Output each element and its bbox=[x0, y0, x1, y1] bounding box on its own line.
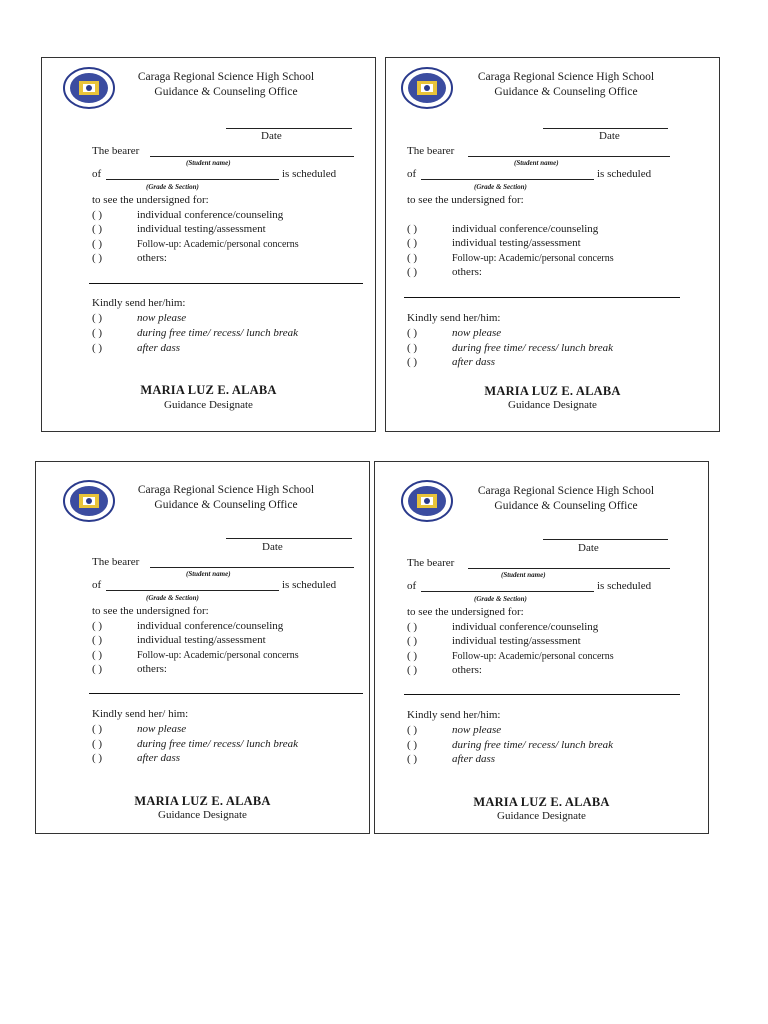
purpose-option: ( ) Follow-up: Academic/personal concerns bbox=[92, 238, 299, 250]
send-label: Kindly send her/ him: bbox=[92, 708, 189, 720]
purpose-option: ( ) individual conference/counseling bbox=[92, 620, 284, 632]
send-option: ( ) during free time/ recess/ lunch break bbox=[407, 739, 613, 751]
guidance-slip-1 bbox=[41, 57, 376, 432]
checkbox[interactable]: ( ) bbox=[407, 342, 418, 354]
grade-section-line bbox=[421, 179, 594, 180]
student-name-hint: (Student name) bbox=[186, 570, 231, 578]
date-line bbox=[226, 128, 352, 129]
checkbox[interactable]: ( ) bbox=[92, 663, 103, 675]
signatory-title: Guidance Designate bbox=[164, 399, 253, 411]
grade-section-hint: (Grade & Section) bbox=[146, 183, 199, 191]
student-name-line bbox=[468, 156, 670, 157]
send-option: ( ) after dass bbox=[92, 752, 181, 764]
checkbox[interactable]: ( ) bbox=[407, 724, 418, 736]
send-option: ( ) now please bbox=[407, 724, 502, 736]
scheduled-label: is scheduled bbox=[282, 579, 337, 591]
checkbox[interactable]: ( ) bbox=[92, 252, 103, 264]
school-name: Caraga Regional Science High School bbox=[477, 71, 655, 83]
date-label: Date bbox=[262, 541, 283, 553]
purpose-option: ( ) others: bbox=[407, 664, 482, 676]
purpose-intro: to see the undersigned for: bbox=[92, 194, 209, 206]
scheduled-label: is scheduled bbox=[597, 580, 652, 592]
grade-section-line bbox=[421, 591, 594, 592]
purpose-option: ( ) individual testing/assessment bbox=[407, 237, 581, 249]
student-name-hint: (Student name) bbox=[514, 159, 559, 167]
purpose-option: ( ) individual conference/counseling bbox=[407, 223, 599, 235]
checkbox[interactable]: ( ) bbox=[407, 266, 418, 278]
office-name: Guidance & Counseling Office bbox=[494, 500, 638, 512]
grade-section-hint: (Grade & Section) bbox=[146, 594, 199, 602]
school-header bbox=[106, 70, 346, 100]
bearer-label: The bearer bbox=[92, 556, 140, 568]
date-label: Date bbox=[599, 130, 620, 142]
school-name: Caraga Regional Science High School bbox=[137, 484, 315, 496]
send-label: Kindly send her/him: bbox=[407, 709, 501, 721]
signatory-title: Guidance Designate bbox=[508, 399, 597, 411]
divider bbox=[89, 283, 363, 284]
checkbox[interactable]: ( ) bbox=[92, 634, 103, 646]
send-label: Kindly send her/him: bbox=[407, 312, 501, 324]
office-name: Guidance & Counseling Office bbox=[154, 499, 298, 511]
bearer-label: The bearer bbox=[407, 557, 455, 569]
divider bbox=[89, 693, 363, 694]
scheduled-label: is scheduled bbox=[282, 168, 337, 180]
purpose-option: ( ) others: bbox=[407, 266, 482, 278]
send-option: ( ) during free time/ recess/ lunch break bbox=[92, 327, 298, 339]
purpose-option: ( ) Follow-up: Academic/personal concerns bbox=[407, 252, 614, 264]
purpose-option: ( ) individual testing/assessment bbox=[92, 634, 266, 646]
grade-section-hint: (Grade & Section) bbox=[474, 183, 527, 191]
checkbox[interactable]: ( ) bbox=[407, 621, 418, 633]
purpose-intro: to see the undersigned for: bbox=[407, 194, 524, 206]
bearer-label: The bearer bbox=[92, 145, 140, 157]
office-name: Guidance & Counseling Office bbox=[494, 86, 638, 98]
signatory-name: MARIA LUZ E. ALABA bbox=[134, 794, 271, 808]
checkbox[interactable]: ( ) bbox=[92, 342, 103, 354]
checkbox[interactable]: ( ) bbox=[92, 238, 103, 250]
grade-section-hint: (Grade & Section) bbox=[474, 595, 527, 603]
send-option: ( ) during free time/ recess/ lunch break bbox=[407, 342, 613, 354]
purpose-option: ( ) individual conference/counseling bbox=[407, 621, 599, 633]
date-line bbox=[543, 539, 668, 540]
student-name-hint: (Student name) bbox=[186, 159, 231, 167]
student-name-line bbox=[150, 567, 354, 568]
date-line bbox=[226, 538, 352, 539]
checkbox[interactable]: ( ) bbox=[407, 237, 418, 249]
checkbox[interactable]: ( ) bbox=[92, 649, 103, 661]
student-name-line bbox=[468, 568, 670, 569]
school-header bbox=[446, 484, 686, 514]
purpose-intro: to see the undersigned for: bbox=[407, 606, 524, 618]
checkbox[interactable]: ( ) bbox=[407, 739, 418, 751]
checkbox[interactable]: ( ) bbox=[407, 635, 418, 647]
divider bbox=[404, 297, 680, 298]
purpose-option: ( ) others: bbox=[92, 663, 167, 675]
office-name: Guidance & Counseling Office bbox=[154, 86, 298, 98]
checkbox[interactable]: ( ) bbox=[92, 752, 103, 764]
purpose-option: ( ) others: bbox=[92, 252, 167, 264]
checkbox[interactable]: ( ) bbox=[92, 738, 103, 750]
signatory-name: MARIA LUZ E. ALABA bbox=[473, 795, 610, 809]
purpose-option: ( ) Follow-up: Academic/personal concerns bbox=[92, 649, 299, 661]
guidance-slip-3 bbox=[35, 461, 370, 834]
school-header bbox=[106, 483, 346, 513]
of-label: of bbox=[407, 168, 417, 180]
checkbox[interactable]: ( ) bbox=[407, 327, 418, 339]
bearer-label: The bearer bbox=[407, 145, 455, 157]
checkbox[interactable]: ( ) bbox=[407, 753, 418, 765]
send-option: ( ) now please bbox=[92, 312, 187, 324]
purpose-option: ( ) individual conference/counseling bbox=[92, 209, 284, 221]
signatory-name: MARIA LUZ E. ALABA bbox=[484, 384, 621, 398]
of-label: of bbox=[407, 580, 417, 592]
guidance-slip-2 bbox=[385, 57, 720, 432]
send-option: ( ) now please bbox=[92, 723, 187, 735]
purpose-intro: to see the undersigned for: bbox=[92, 605, 209, 617]
date-line bbox=[543, 128, 668, 129]
grade-section-line bbox=[106, 590, 279, 591]
checkbox[interactable]: ( ) bbox=[407, 650, 418, 662]
send-option: ( ) after dass bbox=[407, 356, 496, 368]
scheduled-label: is scheduled bbox=[597, 168, 652, 180]
school-name: Caraga Regional Science High School bbox=[137, 71, 315, 83]
checkbox[interactable]: ( ) bbox=[407, 223, 418, 235]
checkbox[interactable]: ( ) bbox=[92, 327, 103, 339]
student-name-line bbox=[150, 156, 354, 157]
signatory-title: Guidance Designate bbox=[497, 810, 586, 822]
checkbox[interactable]: ( ) bbox=[92, 620, 103, 632]
checkbox[interactable]: ( ) bbox=[92, 723, 103, 735]
send-label: Kindly send her/him: bbox=[92, 297, 186, 309]
date-label: Date bbox=[578, 542, 599, 554]
school-name: Caraga Regional Science High School bbox=[477, 485, 655, 497]
send-option: ( ) now please bbox=[407, 327, 502, 339]
checkbox[interactable]: ( ) bbox=[92, 209, 103, 221]
school-header bbox=[446, 70, 686, 100]
checkbox[interactable]: ( ) bbox=[407, 252, 418, 264]
purpose-option: ( ) Follow-up: Academic/personal concerns bbox=[407, 650, 614, 662]
checkbox[interactable]: ( ) bbox=[92, 223, 103, 235]
grade-section-line bbox=[106, 179, 279, 180]
send-option: ( ) during free time/ recess/ lunch break bbox=[92, 738, 298, 750]
date-label: Date bbox=[261, 130, 282, 142]
student-name-hint: (Student name) bbox=[501, 571, 546, 579]
of-label: of bbox=[92, 168, 102, 180]
signatory-name: MARIA LUZ E. ALABA bbox=[140, 383, 277, 397]
of-label: of bbox=[92, 579, 102, 591]
guidance-slip-4 bbox=[374, 461, 709, 834]
send-option: ( ) after dass bbox=[92, 342, 181, 354]
send-option: ( ) after dass bbox=[407, 753, 496, 765]
checkbox[interactable]: ( ) bbox=[407, 664, 418, 676]
checkbox[interactable]: ( ) bbox=[407, 356, 418, 368]
checkbox[interactable]: ( ) bbox=[92, 312, 103, 324]
signatory-title: Guidance Designate bbox=[158, 809, 247, 821]
purpose-option: ( ) individual testing/assessment bbox=[407, 635, 581, 647]
divider bbox=[404, 694, 680, 695]
purpose-option: ( ) individual testing/assessment bbox=[92, 223, 266, 235]
